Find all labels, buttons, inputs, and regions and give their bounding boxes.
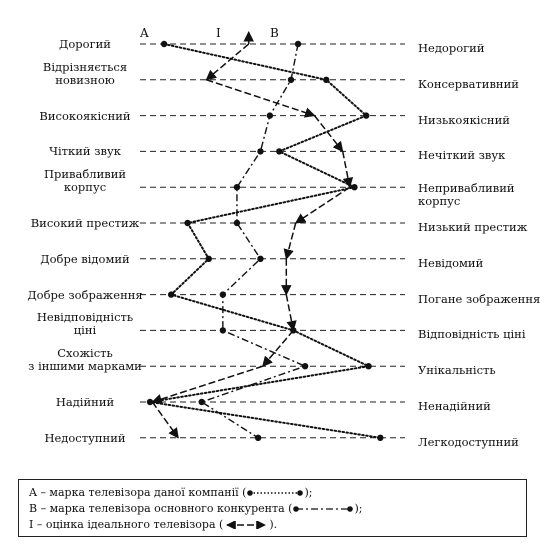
- header-label-b: B: [270, 26, 279, 40]
- right-pole-label: Погане зображення: [418, 291, 541, 306]
- legend-text-a: A – марка телевізора даної компанії (: [29, 486, 247, 499]
- right-pole-label: Недорогий: [418, 41, 485, 55]
- series-b-point: [255, 435, 261, 441]
- left-pole-label: Добре відомий: [40, 251, 130, 266]
- series-a-point: [206, 256, 212, 262]
- right-pole-label: Консервативний: [418, 76, 519, 91]
- series-i-segment: [315, 116, 343, 152]
- legend-tail-b: );: [354, 502, 363, 515]
- legend-tail-i: ).: [269, 518, 278, 531]
- left-pole-label: Невідповідність ціні: [36, 310, 134, 338]
- right-pole-label: Нечіткий звук: [418, 148, 506, 163]
- series-i-segment: [206, 80, 314, 116]
- series-a-point: [323, 77, 329, 83]
- series-a-point: [365, 363, 371, 369]
- legend-item-b: [29, 502, 362, 515]
- series-a-point: [168, 291, 174, 297]
- series-lines: [150, 32, 380, 438]
- right-pole-label: Відповідність ціні: [418, 327, 526, 342]
- series-a-point: [377, 435, 383, 441]
- legend-sample-b: [292, 505, 354, 513]
- series-a-point: [161, 41, 167, 47]
- series-a-point: [290, 327, 296, 333]
- left-pole-label: Схожість з іншими марками: [28, 346, 142, 374]
- series-i-segment: [296, 187, 350, 223]
- series-a-line: [150, 44, 380, 438]
- series-i-segment: [286, 223, 295, 259]
- legend: [18, 479, 527, 537]
- series-a-point: [351, 184, 357, 190]
- left-pole-label: Надійний: [55, 395, 115, 409]
- right-pole-label: Низькоякісний: [418, 112, 510, 127]
- series-b-point: [220, 327, 226, 333]
- series-a-point: [363, 112, 369, 118]
- series-b-point: [257, 256, 263, 262]
- right-pole-label: Унікальність: [418, 363, 496, 378]
- right-pole-label: Невідомий: [418, 255, 484, 270]
- series-b-point: [295, 41, 301, 47]
- left-pole-label: Добре зображення: [27, 287, 143, 302]
- series-b-point: [257, 148, 263, 154]
- series-b-point: [234, 220, 240, 226]
- legend-item-a: [29, 486, 312, 499]
- right-pole-label: Непривабливий корпус: [418, 181, 515, 209]
- series-b-point: [199, 399, 205, 405]
- scale-guides: [140, 44, 405, 438]
- left-pole-label: Відрізняється новизною: [42, 59, 128, 87]
- legend-tail-a: );: [304, 486, 313, 499]
- series-b-point: [267, 112, 273, 118]
- series-a-point: [184, 220, 190, 226]
- left-pole-label: Високий престиж: [30, 216, 140, 230]
- header-label-i: I: [216, 26, 221, 40]
- right-pole-label: Легкодоступний: [418, 434, 519, 449]
- series-a-point: [276, 148, 282, 154]
- series-b-point: [288, 77, 294, 83]
- series-b-point: [234, 184, 240, 190]
- series-b-point: [220, 291, 226, 297]
- series-i-segment: [152, 366, 262, 402]
- left-pole-label: Дорогий: [59, 37, 111, 51]
- legend-item-i: [29, 518, 277, 531]
- legend-text-b: B – марка телевізора основного конкурента (: [29, 502, 293, 515]
- left-pole-label: Недоступний: [44, 430, 126, 445]
- left-pole-label: Чіткий звук: [49, 144, 121, 159]
- right-pole-label: Низький престиж: [418, 220, 528, 234]
- right-pole-label: Ненадійний: [418, 399, 491, 413]
- series-i-segment: [286, 295, 293, 331]
- header-label-a: A: [140, 26, 149, 40]
- series-markers: [147, 41, 384, 441]
- left-pole-label: Привабливий корпус: [43, 167, 127, 195]
- legend-text-i: I – оцінка ідеального телевізора (: [29, 518, 224, 531]
- legend-sample-a: [246, 489, 304, 497]
- left-pole-label: Високоякісний: [39, 108, 131, 123]
- legend-sample-i: [223, 521, 269, 529]
- series-b-point: [302, 363, 308, 369]
- series-i-segment: [263, 330, 294, 366]
- series-i-segment: [152, 402, 178, 438]
